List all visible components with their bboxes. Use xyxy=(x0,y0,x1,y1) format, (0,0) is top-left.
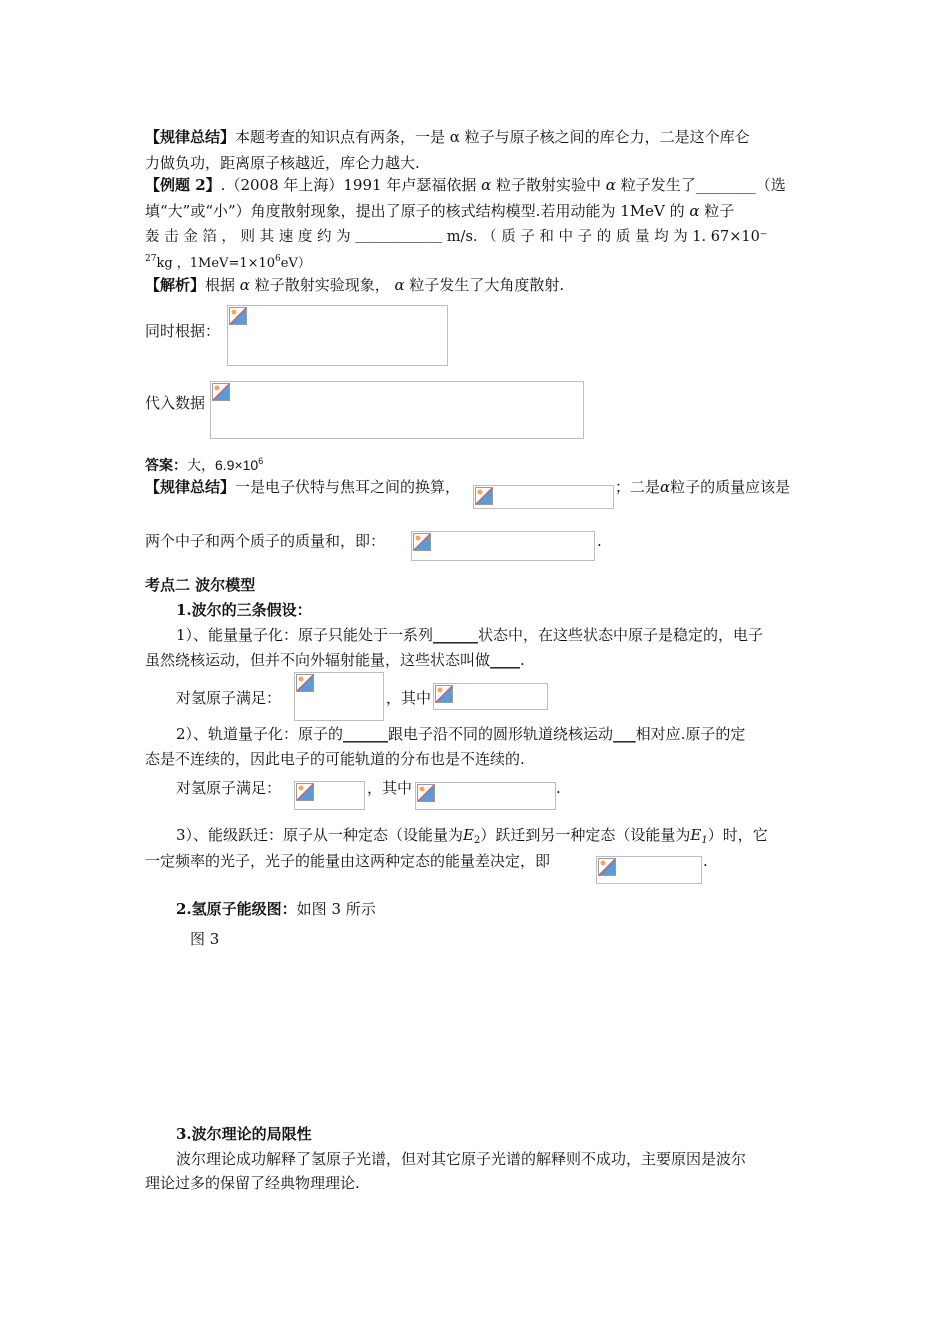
formula-image xyxy=(411,531,595,561)
example2-text: 轰 击 金 箔 ， 则 其 速 度 约 为 ＿＿＿＿＿＿ m/s. （ 质 子 和 中 子 的 质 量 均 为 1. 67×10⁻ xyxy=(145,229,768,245)
summary1-line2 xyxy=(145,152,420,174)
assumption3-line1 xyxy=(176,824,768,852)
analysis-text: 根据 xyxy=(205,276,240,294)
example2-label: 【例题 2】 xyxy=(145,176,221,194)
assumption1-line2 xyxy=(145,649,525,671)
where-label-2: ，其中 xyxy=(367,779,413,797)
summary2-text: 粒子的质量应该是 xyxy=(670,478,791,496)
alpha-symbol: α xyxy=(394,276,405,294)
formula-image xyxy=(596,856,702,884)
example2-line2 xyxy=(145,200,734,222)
hydrogen-satisfies-1: 对氢原子满足： xyxy=(176,689,282,707)
limitations-line2: 理论过多的保留了经典物理理论. xyxy=(145,1174,360,1192)
example2-line4 xyxy=(145,248,311,275)
heading-text: 如图 3 所示 xyxy=(296,900,376,918)
alpha-symbol: α xyxy=(660,478,671,496)
example2-text: 粒子 xyxy=(699,202,735,220)
assumption-text: ）时，它 xyxy=(707,826,768,844)
broken-image-icon xyxy=(413,533,431,551)
example2-text: （选 xyxy=(755,176,786,194)
broken-image-icon xyxy=(212,383,230,401)
alpha-symbol: α xyxy=(605,176,616,194)
assumption1-line1 xyxy=(176,624,763,646)
summary2-line2: 两个中子和两个质子的质量和，即： xyxy=(145,532,386,550)
heading-energy-levels: 2.氢原子能级图： xyxy=(176,900,297,918)
answer-blank: ___ xyxy=(613,725,636,743)
assumption2-line1 xyxy=(176,723,745,745)
energy-symbol: E xyxy=(690,826,702,844)
assumption-text: ）跃迁到另一种定态（设能量为 xyxy=(480,826,691,844)
broken-image-icon xyxy=(229,307,247,325)
hydrogen-satisfies-2: 对氢原子满足： xyxy=(176,779,282,797)
heading-limitations: 3.波尔理论的局限性 xyxy=(176,1125,312,1143)
assumption2-line2: 态是不连续的，因此电子的可能轨道的分布也是不连续的. xyxy=(145,750,525,768)
formula-image xyxy=(294,781,365,810)
example2-text: eV） xyxy=(280,256,311,271)
answer-blank: ______ xyxy=(343,725,389,743)
answer-text: 大，6.9×10 xyxy=(187,457,259,473)
summary2-line1-tail xyxy=(615,476,790,498)
alpha-symbol: α xyxy=(689,202,700,220)
answer-line xyxy=(145,450,263,476)
summary2-line1 xyxy=(145,476,460,498)
assumption-text: 跟电子沿不同的圆形轨道绕核运动 xyxy=(388,725,614,743)
broken-image-icon xyxy=(435,685,453,703)
exponent: 6 xyxy=(258,456,264,466)
example2-line3 xyxy=(145,226,767,248)
assumption-text: . xyxy=(520,651,525,669)
assumption-text: 3）、能级跃迁：原子从一种定态（设能量为 xyxy=(176,826,464,844)
heading-assumptions: 1.波尔的三条假设： xyxy=(176,601,312,619)
assumption-text: 状态中，在这些状态中原子是稳定的，电子 xyxy=(478,626,764,644)
summary2-text: 一是电子伏特与焦耳之间的换算， xyxy=(235,478,461,496)
analysis-line xyxy=(145,274,564,296)
summary2-text: ；二是 xyxy=(615,478,661,496)
exponent: 6 xyxy=(275,254,281,264)
broken-image-icon xyxy=(296,674,314,692)
summary2-dot: . xyxy=(597,532,602,550)
summary1-text: 本题考查的知识点有两条，一是 α 粒子与原子核之间的库仑力，二是这个库仑 xyxy=(235,128,750,146)
answer-blank: ____ xyxy=(490,651,521,669)
summary2-label: 【规律总结】 xyxy=(145,478,236,496)
assumption-text: 虽然绕核运动，但并不向外辐射能量，这些状态叫做 xyxy=(145,651,491,669)
answer-label: 答案： xyxy=(145,457,187,473)
formula-image xyxy=(227,305,448,366)
analysis-text: 粒子发生了大角度散射. xyxy=(404,276,565,294)
example2-text: kg ，1MeV=1×10 xyxy=(156,256,276,271)
dot: . xyxy=(556,779,561,797)
formula-image xyxy=(415,782,556,810)
analysis-label: 【解析】 xyxy=(145,276,206,294)
alpha-symbol: α xyxy=(239,276,250,294)
subst-label: 代入数据 xyxy=(145,394,206,412)
energy-symbol: E xyxy=(463,826,474,844)
summary1-line1 xyxy=(145,126,750,148)
broken-image-icon xyxy=(296,783,314,801)
limitations-line1: 波尔理论成功解释了氢原子光谱，但对其它原子光谱的解释则不成功，主要原因是波尔 xyxy=(176,1150,747,1168)
exponent: 27 xyxy=(145,254,157,264)
example2-text: .（2008 年上海）1991 年卢瑟福依据 xyxy=(220,176,482,194)
formula-image xyxy=(294,672,384,721)
analysis-text: 粒子散射实验现象， xyxy=(249,276,395,294)
energy-level-heading xyxy=(176,898,376,920)
formula-image xyxy=(210,381,584,439)
assumption-text: 2）、轨道量子化：原子的 xyxy=(176,725,344,743)
formula-image xyxy=(433,683,548,710)
dot: . xyxy=(703,852,708,870)
assumption-text: 1）、能量量子化：原子只能处于一系列 xyxy=(176,626,434,644)
summary1-text2: 力做负功，距离原子核越近，库仑力越大. xyxy=(145,154,420,172)
formula-image xyxy=(473,485,614,509)
subscript: 2 xyxy=(474,835,481,846)
section-title: 考点二 波尔模型 xyxy=(145,576,256,594)
example2-text: 填“大”或“小”）角度散射现象，提出了原子的核式结构模型.若用动能为 1MeV 的 xyxy=(145,202,690,220)
figure-caption: 图 3 xyxy=(190,930,220,948)
alpha-symbol: α xyxy=(481,176,492,194)
subscript: 1 xyxy=(701,835,708,846)
assumption-text: 相对应.原子的定 xyxy=(635,725,746,743)
answer-blank: ________ xyxy=(695,176,756,194)
simul-label: 同时根据： xyxy=(145,322,221,340)
example2-text: 粒子发生了 xyxy=(615,176,696,194)
answer-blank: ______ xyxy=(433,626,479,644)
summary1-label: 【规律总结】 xyxy=(145,128,236,146)
broken-image-icon xyxy=(417,784,435,802)
example2-line1 xyxy=(145,174,786,196)
broken-image-icon xyxy=(475,487,493,505)
where-label-1: ，其中 xyxy=(386,689,432,707)
broken-image-icon xyxy=(598,858,616,876)
example2-text: 粒子散射实验中 xyxy=(491,176,606,194)
assumption3-line2: 一定频率的光子，光子的能量由这两种定态的能量差决定，即 xyxy=(145,852,551,870)
